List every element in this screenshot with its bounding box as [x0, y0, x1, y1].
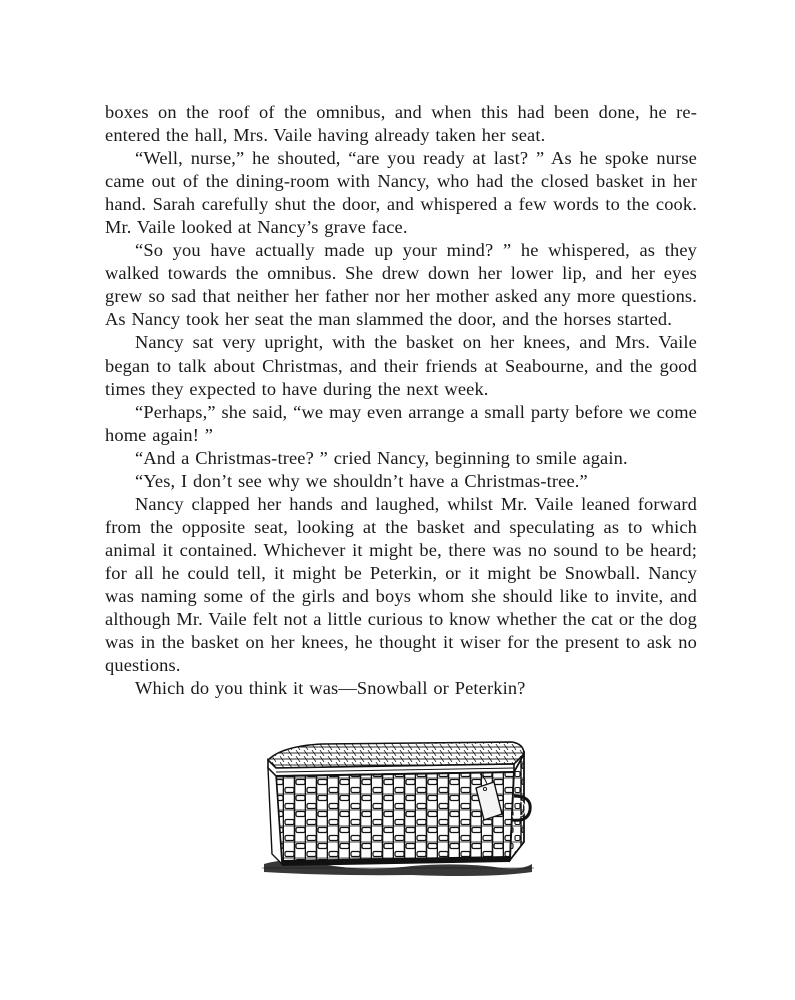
paragraph-2: “Well, nurse,” he shouted, “are you ready at last? ” As he spoke nurse came out of the dining-room with Nancy, who had the closed basket in her hand. Sarah carefully shut the door, and whispered a few words to the cook. Mr. Vaile looked at Nancy’s grave face.: [105, 148, 697, 238]
paragraph-3: “So you have actually made up your mind? ” he whispered, as they walked towards the omnibus. She drew down her lower lip, and her eyes grew so sad that neither her father nor her mother asked any more questions. As Nancy took her seat the man slammed the door, and the horses started.: [105, 240, 697, 330]
paragraph-8: Nancy clapped her hands and laughed, whilst Mr. Vaile leaned forward from the opposite seat, looking at the basket and speculating as to which animal it contained. Whichever it might be, there was no sound to be heard; for all he could tell, it might be Peterkin, or it might be Snowball. Nancy was naming some of the girls and boys whom she should like to invite, and although Mr. Vaile felt not a little curious to know whether the cat or the dog was in the basket on her knees, he thought it wiser for the present to ask no questions.: [105, 493, 697, 676]
paragraph-5: “Perhaps,” she said, “we may even arrange a small party before we come home again! ”: [105, 401, 697, 445]
paragraph-1: boxes on the roof of the omnibus, and when this had been done, he re-entered the hall, Mrs. Vaile having already taken her seat.: [105, 102, 697, 146]
paragraph-7: “Yes, I don’t see why we shouldn’t have a Christmas-tree.”: [135, 470, 588, 491]
hamper-basket-illustration: [262, 738, 534, 878]
paragraph-6: “And a Christmas-tree? ” cried Nancy, beginning to smile again.: [135, 447, 628, 468]
paragraph-9: Which do you think it was—Snowball or Peterkin?: [135, 678, 526, 699]
basket-front: [276, 772, 514, 864]
paragraph-4: Nancy sat very upright, with the basket on her knees, and Mrs. Vaile began to talk about Christmas, and their friends at Seabourne, and the good times they expected to have during the next week.: [105, 332, 697, 399]
body-text: [105, 101, 697, 700]
